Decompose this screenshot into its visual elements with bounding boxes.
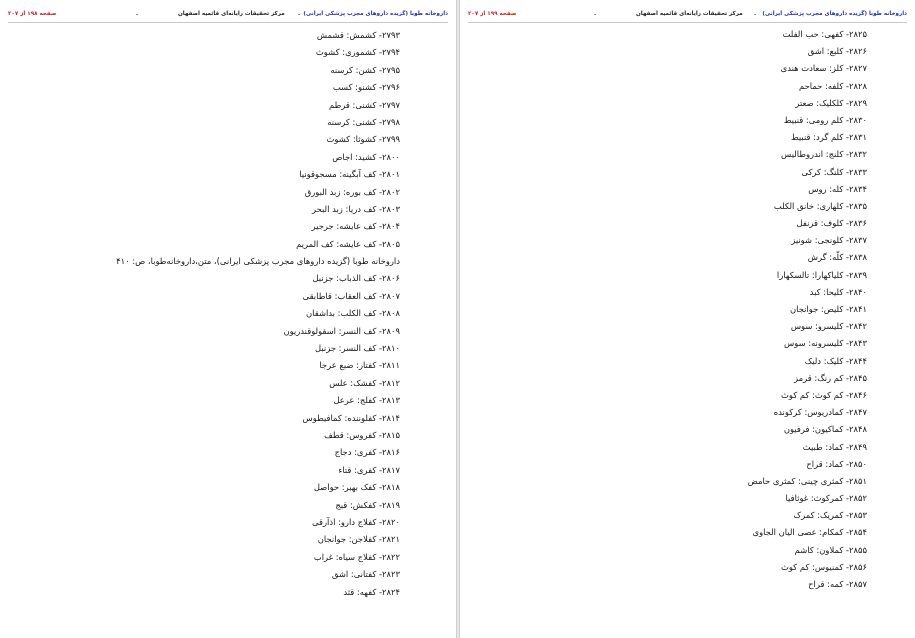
list-item: ۲۸۱۴- کفلوننده: کمافیطوس — [302, 412, 400, 423]
list-item: ۲۸۱۲- کفشک: علس — [329, 377, 400, 388]
list-item: ۲۸۴۹- کماد: طبیث — [802, 441, 867, 452]
header-title: داروخانه طوبا (گزیده داروهای مجرب پزشکی ایرانی) — [762, 11, 907, 17]
list-item: ۲۸۰۹- کف النسر: اسقولوقندریون — [283, 325, 400, 336]
list-item: ۲۸۰۶- کف الذباب: جزنبل — [312, 273, 400, 284]
list-item: ۲۸۳۲- کلنج: اندروطالیس — [781, 149, 867, 160]
list-item: ۲۸۲۹- کلکلیک: صعتر — [795, 97, 867, 108]
list-item: ۲۷۹۴- کشموری: کشوث — [315, 47, 400, 58]
header-center-text: مرکز تحقیقات رایانه‌ای قائمیه اصفهان — [178, 11, 285, 17]
list-item: ۲۸۱۶- کفری: دجاج — [334, 447, 400, 458]
list-item: ۲۸۵۵- کملاون: کاشم — [794, 544, 867, 555]
list-item: ۲۸۱۸- کفک بهبر: حواصل — [313, 482, 400, 493]
list-item: ۲۸۴۵- کم رنگ: قرمز — [794, 372, 867, 383]
list-item: ۲۸۵۷- کمه: قراح — [808, 579, 867, 589]
list-item: ۲۸۴۶- کم کوث: کم کوث — [780, 389, 867, 400]
list-item: ۲۸۳۷- کلونجی: شونیز — [791, 235, 867, 246]
list-item: ۲۸۰۸- کف الکلب: بداشقان — [306, 308, 400, 319]
list-item: ۲۸۳۶- کلوف: قرنفل — [796, 218, 867, 229]
list-item: ۲۸۳۵- کلهاری: خانق الکلب — [773, 200, 867, 211]
list-item: ۲۸۱۰- کف النسر: جزنبل — [315, 343, 400, 354]
list-item: ۲۸۵۴- کمکام: عصی الیان الجاوی — [752, 527, 867, 538]
page-number-label: صفحه ۱۹۹ از ۲۰۷ — [468, 11, 517, 17]
list-item: ۲۸۵۰- کماد: قراح — [806, 458, 867, 469]
list-item: ۲۸۱۱- کفتار: ضبع عرجا — [319, 360, 400, 371]
list-item: ۲۸۵۶- کمنیوس: کم کوث — [780, 561, 867, 572]
list-item: ۲۸۲۱- کفلاجن: جوانجان — [317, 534, 400, 545]
header-title: داروخانه طوبا (گزیده داروهای مجرب پزشکی ایرانی) — [303, 11, 448, 17]
list-item: ۲۸۵۳- کمریک: کمرک — [793, 510, 867, 521]
page-header — [8, 8, 448, 20]
list-item: ۲۷۹۳- کشمش: قشمش — [316, 30, 400, 40]
list-item: ۲۸۴۷- کمادریوس: کرکونده — [773, 407, 867, 418]
list-item: ۲۸۱۷- کفری: قتاء — [338, 464, 400, 475]
list-item: ۲۸۲۳- کفتانی: اشق — [331, 569, 400, 580]
entry-list — [8, 27, 400, 601]
header-separator-dot: . — [594, 11, 597, 17]
list-item: ۲۸۰۴- کف عایشه: جرجیر — [311, 221, 400, 232]
list-item: ۲۸۰۱- کف آبگینه: مسحوقونیا — [299, 169, 400, 180]
list-item: ۲۸۴۳- کلیسرونه: سوس — [784, 338, 867, 349]
list-item: ۲۸۲۰- کفلاج دارو: اذآرقی — [311, 516, 400, 527]
list-item: ۲۸۴۸- کماکیون: فرفیون — [783, 424, 867, 435]
list-item: ۲۸۱۵- کفروس: قطف — [324, 429, 400, 440]
list-item: ۲۸۳۴- کله: روس — [808, 183, 867, 194]
header-separator-dot: . — [298, 11, 301, 17]
list-item: داروخانه طوبا (گزیده داروهای مجرب پزشکی ایرانی)، متن،داروخانه‌طوبا، ص: ۴۱۰ — [116, 256, 400, 267]
list-item: ۲۸۴۱- کلیص: جوانجان — [790, 304, 867, 314]
list-item: ۲۷۹۵- کشن: کرسنه — [330, 64, 400, 75]
list-item: ۲۸۳۸- کلّه: گرش — [807, 252, 867, 263]
list-item: ۲۸۴۴- کلیک: دلیک — [804, 355, 867, 366]
page-right — [460, 0, 915, 638]
list-item: ۲۷۹۸- کشنی: کرسنه — [327, 116, 400, 127]
list-item: ۲۸۳۳- کلنگ: کرکی — [801, 166, 867, 177]
page-number-label: صفحه ۱۹۸ از ۲۰۷ — [8, 11, 57, 17]
list-item: ۲۷۹۷- کشنی: قرطم — [329, 99, 400, 110]
list-item: ۲۸۰۷- کف العقاب: قاطابقی — [302, 290, 400, 301]
list-item: ۲۸۵۱- کمثری چینی: کمثری حامض — [747, 475, 867, 486]
list-item: ۲۸۳۱- کلم گرد: قنبیط — [790, 132, 867, 143]
header-rule — [8, 22, 448, 23]
list-item: ۲۷۹۹- کشوثا: کشوث — [326, 134, 400, 145]
entry-list — [468, 26, 867, 593]
list-item: ۲۸۲۴- کفهه: قثد — [343, 586, 400, 597]
list-item: ۲۸۳۰- کلم رومی: قنبیط — [783, 114, 867, 125]
list-item: ۲۸۴۰- کلیحا: کبد — [809, 286, 867, 297]
list-item: ۲۸۱۹- کفکش: قبج — [335, 499, 400, 510]
list-item: ۲۸۱۳- کفلج: عرعل — [333, 395, 400, 406]
page-header — [468, 8, 907, 20]
list-item: ۲۸۳۹- کلیاکهارا: تالسکهارا — [776, 269, 867, 280]
list-item: ۲۸۲۶- کلبع: اشق — [807, 46, 867, 57]
list-item: ۲۸۲۷- کلز: سعادت هندی — [780, 63, 867, 74]
list-item: ۲۸۲۸- کلفه: حماحم — [799, 80, 867, 91]
list-item: ۲۸۲۵- کفهی: حب الفلت — [782, 29, 867, 39]
list-item: ۲۸۰۳- کف دریا: زبد البحر — [311, 203, 400, 214]
list-item: ۲۸۰۲- کف بوره: زبد البورق — [304, 186, 400, 197]
list-item: ۲۸۰۵- کف عایشه: کف المریم — [296, 238, 400, 249]
list-item: ۲۸۴۲- کلیسرو: سوس — [790, 321, 867, 332]
list-item: ۲۸۰۰- کشید: اجاص — [332, 151, 400, 162]
list-item: ۲۷۹۶- کشنو: کسب — [332, 82, 400, 93]
header-separator-dot: . — [754, 11, 757, 17]
header-center-text: مرکز تحقیقات رایانه‌ای قائمیه اصفهان — [636, 11, 743, 17]
header-separator-dot: . — [136, 11, 139, 17]
page-left — [0, 0, 456, 638]
header-rule — [468, 22, 907, 23]
list-item: ۲۸۵۲- کمرکوث: غوثافیا — [785, 493, 867, 504]
list-item: ۲۸۲۲- کفلاج سیاه: غراب — [313, 551, 400, 562]
